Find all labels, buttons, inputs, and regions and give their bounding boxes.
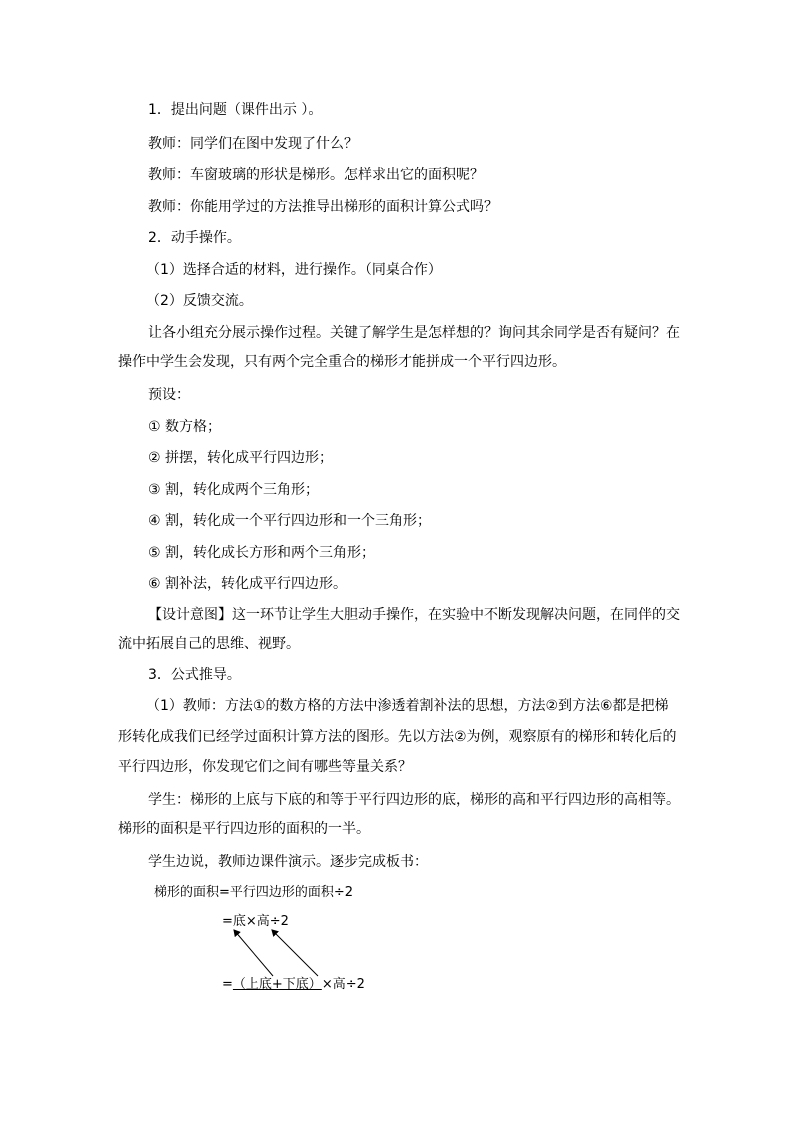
arrow-to-height xyxy=(272,930,318,976)
list-item: ② 拼摆，转化成平行四边形； xyxy=(148,450,334,466)
list-item: ③ 割，转化成两个三角形； xyxy=(148,482,320,498)
paragraph: （2）反馈交流。 xyxy=(146,293,253,309)
list-item: ⑥ 割补法，转化成平行四边形。 xyxy=(148,576,348,592)
paragraph: 平行四边形，你发现它们之间有哪些等量关系？ xyxy=(118,759,412,775)
paragraph: （1）教师：方法①的数方格的方法中渗透着割补法的思想，方法②到方法⑥都是把梯 xyxy=(146,698,669,714)
formula-underlined-part: （上底+下底） xyxy=(232,977,322,992)
heading-2: 2．动手操作。 xyxy=(148,230,241,246)
heading-1: 1．提出问题（课件出示 ）。 xyxy=(148,102,323,118)
paragraph: 形转化成我们已经学过面积计算方法的图形。先以方法②为例，观察原有的梯形和转化后的 xyxy=(118,729,677,745)
paragraph: （1）选择合适的材料，进行操作。（同桌合作） xyxy=(146,262,442,278)
list-item: ① 数方格； xyxy=(148,419,222,435)
formula-equals: = xyxy=(222,977,233,992)
paragraph: 学生：梯形的上底与下底的和等于平行四边形的底，梯形的高和平行四边形的高相等。 xyxy=(148,792,680,808)
paragraph: 教师：你能用学过的方法推导出梯形的面积计算公式吗？ xyxy=(148,199,498,215)
paragraph: 预设： xyxy=(148,387,190,403)
formula-line-1: 梯形的面积=平行四边形的面积÷2 xyxy=(154,885,354,900)
paragraph: 教师：同学们在图中发现了什么？ xyxy=(148,136,358,152)
formula-line-2: =底×高÷2 xyxy=(222,914,289,929)
paragraph: 梯形的面积是平行四边形的面积的一半。 xyxy=(118,821,370,837)
paragraph: 流中拓展自己的思维、视野。 xyxy=(118,636,300,652)
paragraph: 让各小组充分展示操作过程。关键了解学生是怎样想的？询问其余同学是否有疑问？在 xyxy=(148,325,680,341)
list-item: ④ 割，转化成一个平行四边形和一个三角形； xyxy=(148,513,431,529)
paragraph: 教师：车窗玻璃的形状是梯形。怎样求出它的面积呢？ xyxy=(148,167,484,183)
heading-3: 3．公式推导。 xyxy=(148,667,241,683)
arrow-to-base xyxy=(234,930,273,976)
formula-rest: ×高÷2 xyxy=(321,977,365,992)
list-item: ⑤ 割，转化成长方形和两个三角形； xyxy=(148,545,376,561)
paragraph: 【设计意图】这一环节让学生大胆动手操作，在实验中不断发现解决问题，在同伴的交 xyxy=(148,607,680,623)
paragraph: 操作中学生会发现，只有两个完全重合的梯形才能拼成一个平行四边形。 xyxy=(118,354,566,370)
paragraph: 学生边说，教师边课件演示。逐步完成板书： xyxy=(148,854,428,870)
